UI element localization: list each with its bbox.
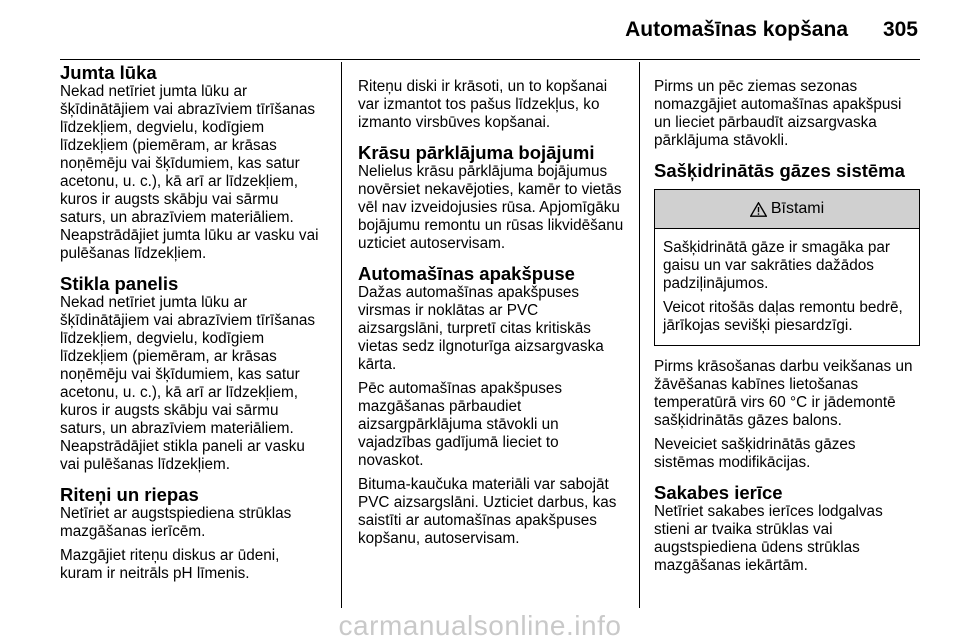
paragraph: Veicot ritošās daļas remontu bedrē, jārīkojas sevišķi piesardzīgi. bbox=[663, 299, 903, 334]
section-heading: Riteņi un riepas bbox=[60, 484, 199, 505]
column-2 bbox=[358, 78, 624, 554]
warning-label: Bīstami bbox=[770, 200, 825, 217]
paragraph: Neveiciet sašķidrinātās gāzes sistēmas modifikācijas. bbox=[654, 436, 856, 471]
section-automasinas-apakspuse bbox=[358, 263, 624, 548]
watermark: carmanualsonline.info bbox=[338, 610, 622, 641]
section-lpg-system bbox=[654, 160, 920, 472]
page-number: 305 bbox=[882, 18, 918, 41]
section-heading: Stikla panelis bbox=[60, 273, 179, 294]
page-title: Automašīnas kopšana bbox=[625, 18, 848, 41]
paragraph: Pirms un pēc ziemas sezonas nomazgājiet automašīnas apakšpusi un lieciet pārbaudīt aizsargvaska pārklājuma stāvokli. bbox=[654, 78, 902, 149]
column-divider bbox=[639, 62, 640, 608]
section-heading: Sakabes ierīce bbox=[654, 482, 783, 503]
paragraph: Dažas automašīnas apakšpuses virsmas ir noklātas ar PVC aizsargslāni, turpretī citas kritiskās vietas sedz ilgnoturīga aizsargvaska kārta. bbox=[358, 284, 604, 373]
paragraph: Netīriet sakabes ierīces lodgalvas stieni ar tvaika strūklas vai augstspiediena ūdens strūklas mazgāšanas iekārtām. bbox=[654, 503, 883, 574]
section-riteni-un-riepas bbox=[60, 484, 326, 583]
warning-header bbox=[655, 190, 919, 229]
paragraph: Nelielus krāsu pārklājuma bojājumus novērsiet nekavējoties, kamēr to vietās vēl nav izveidojusies rūsa. Apjomīgāku bojājumu remontu un rūsas likvidēšanu uzticiet autoservisam. bbox=[358, 163, 624, 252]
paragraph: Pirms krāsošanas darbu veikšanas un žāvēšanas kabīnes lietošanas temperatūrā virs 60 °C ir jādemontē sašķidrinātās gāzes balons. bbox=[654, 358, 913, 429]
paragraph: Nekad netīriet jumta lūku ar šķīdinātājiem vai abrazīviem tīrīšanas līdzekļiem, degvielu, kodīgiem līdzekļiem (piemēram, ar krāsas noņēmēju vai šķīdumiem, kas satur acetonu, u. c.), kā arī ar līdzekļiem, kuros ir augsts skābju vai sārmu saturs, un abrazīviem materiāliem. Neapstrādājiet stikla paneli ar vasku vai pulēšanas līdzekļiem. bbox=[60, 294, 316, 473]
warning-triangle-icon bbox=[750, 202, 767, 217]
warning-box bbox=[654, 189, 920, 346]
section-jumta-luka bbox=[60, 62, 326, 263]
warning-body bbox=[655, 229, 919, 345]
column-1 bbox=[60, 62, 326, 589]
section-sakabes-ierice bbox=[654, 482, 920, 575]
section-krasu-parklajuma-bojajumi bbox=[358, 142, 624, 253]
paragraph: Mazgājiet riteņu diskus ar ūdeni, kuram ir neitrāls pH līmenis. bbox=[60, 547, 280, 582]
paragraph: Netīriet ar augstspiediena strūklas mazgāšanas ierīcēm. bbox=[60, 505, 292, 540]
paragraph: Pēc automašīnas apakšpuses mazgāšanas pārbaudiet aizsargpārklājuma stāvokli un vajadzības gadījumā lieciet to novaskot. bbox=[358, 380, 563, 469]
paragraph: Sašķidrinātā gāze ir smagāka par gaisu un var sakrāties dažādos padziļinājumos. bbox=[663, 239, 891, 292]
paragraph: Nekad netīriet jumta lūku ar šķīdinātājiem vai abrazīviem tīrīšanas līdzekļiem, degvielu, kodīgiem līdzekļiem (piemēram, ar krāsas noņēmēju vai šķīdumiem, kas satur acetonu, u. c.), kā arī ar līdzekļiem, kuros ir augsts skābju vai sārmu saturs, un abrazīviem materiāliem. Neapstrādājiet jumta lūku ar vasku vai pulēšanas līdzekļiem. bbox=[60, 83, 319, 262]
section-heading: Jumta lūka bbox=[60, 62, 157, 83]
column-3 bbox=[654, 78, 920, 581]
section-heading: Automašīnas apakšpuse bbox=[358, 263, 575, 284]
paragraph: Riteņu diski ir krāsoti, un to kopšanai var izmantot tos pašus līdzekļus, ko izmanto virsbūves kopšanai. bbox=[358, 78, 608, 131]
section-heading: Sašķidrinātās gāzes sistēma bbox=[654, 160, 905, 181]
section-stikla-panelis bbox=[60, 273, 326, 474]
column-divider bbox=[341, 62, 342, 608]
page-header bbox=[0, 0, 960, 60]
header-rule bbox=[60, 59, 920, 60]
section-heading: Krāsu pārklājuma bojājumi bbox=[358, 142, 595, 163]
paragraph: Bituma-kaučuka materiāli var sabojāt PVC aizsargslāni. Uzticiet darbus, kas saistīti ar automašīnas apakšpuses kopšanu, autoservisam. bbox=[358, 476, 617, 547]
